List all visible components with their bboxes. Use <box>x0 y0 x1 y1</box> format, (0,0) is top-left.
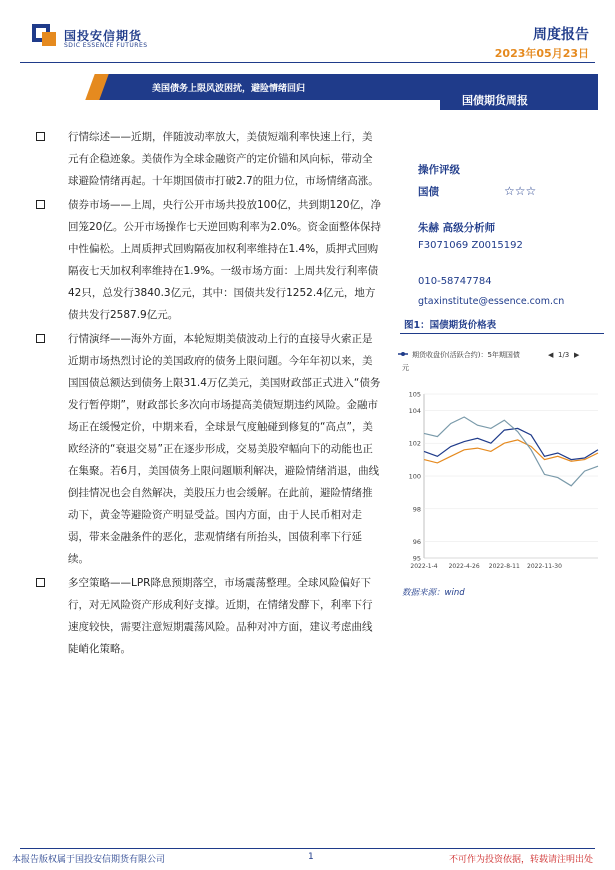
paragraph-text: 行情演绎——海外方面，本轮短期美债波动上行的直接导火索正是近期市场热烈讨论的美国政府的债务上限问题。今年年初以来，美国国债总额达到债务上限31.4万亿美元，美国财政部正式进入“债务发行暂停期”，财政部长多次向市场提高美债短期违约风险。金融市场正在缓慢定价，中期来看，全球景气度触碰到修复的“高点”，美欧经济的“衰退交易”正在逐步形成，交易美股窄幅向下的动能也正在集聚。若6月，美国债务上限问题顺利解决，避险情绪消退，曲线倒挂情况也会自然解决，美股压力也会缓解。在此前，避险情绪推动下，黄金等避险资产明显受益。国内方面，由于人民币相对走弱，带来金融条件的恶化，悲观情绪有所抬头，国债利率下行延续。 <box>68 333 381 565</box>
legend-marker-icon <box>401 352 405 356</box>
legend-label: 期货收盘价(活跃合约)：5年期国债 <box>412 351 520 359</box>
paragraph-text: 多空策略——LPR降息预期落空，市场震荡整理。全球风险偏好下行，对无风险资产形成利好支撑。近期，在情绪发酵下，利率下行速度较快，需要注意短期震荡风险。品种对冲方面，建议考虑曲线陡峭化策略。 <box>68 577 373 655</box>
contact-phone: 010-58747784 <box>418 276 492 287</box>
banner-title: 美国债务上限风波困扰，避险情绪回归 <box>152 84 306 94</box>
x-tick-label: 2022-11-30 <box>527 563 562 570</box>
series-line <box>424 428 598 459</box>
footer-copyright: 本报告版权属于国投安信期货有限公司 <box>12 855 166 865</box>
data-source: 数据来源：wind <box>402 588 465 598</box>
report-date: 2023年05月23日 <box>494 47 589 60</box>
header-divider <box>20 62 595 63</box>
y-tick-label: 105 <box>408 390 421 399</box>
page-number: 1 <box>308 852 314 862</box>
y-tick-label: 98 <box>412 505 421 514</box>
contact-email[interactable]: gtaxinstitute@essence.com.cn <box>418 296 565 307</box>
x-tick-label: 2022-1-4 <box>410 563 438 570</box>
paragraph-text: 行情综述——近期，伴随波动率放大，美债短端利率快速上行，美元有企稳迹象。美债作为全球金融资产的定价锚和风向标，带动全球避险情绪再起。十年期国债市打破2.7的阻力位，市场情绪高涨。 <box>68 131 379 187</box>
prev-page-icon[interactable]: ◀ <box>548 351 554 359</box>
series-line <box>424 417 598 486</box>
square-bullet-icon <box>36 578 45 587</box>
x-tick-label: 2022-4-26 <box>448 563 480 570</box>
brand-name: 国投安信期货 <box>64 29 143 43</box>
analyst-cert: F3071069 Z0015192 <box>418 240 523 251</box>
report-type: 周度报告 <box>533 27 589 43</box>
main-content <box>36 126 382 662</box>
figure-title: 图1：国债期货价格表 <box>400 317 604 334</box>
paragraph-market-summary <box>36 126 382 192</box>
square-bullet-icon <box>36 200 45 209</box>
rating-title: 操作评级 <box>418 164 460 176</box>
footer-disclaimer: 不可作为投资依据，转载请注明出处 <box>448 855 593 865</box>
company-logo <box>32 24 58 48</box>
y-tick-label: 95 <box>412 554 421 563</box>
y-tick-label: 104 <box>408 406 421 415</box>
rating-product: 国债 <box>418 186 439 198</box>
y-tick-label: 96 <box>412 538 421 547</box>
legend-label-cont: 元 <box>402 364 409 372</box>
y-tick-label: 102 <box>408 439 421 448</box>
footer-divider <box>20 848 595 849</box>
paragraph-strategy <box>36 572 382 660</box>
plot-area <box>409 391 598 571</box>
paragraph-text: 债券市场——上周，央行公开市场共投放100亿，共到期120亿，净回笼20亿。公开市场操作七天逆回购利率为2.0%。资金面整体保持中性偏松。上周质押式回购隔夜加权利率维持在1.4%，质押式回购隔夜七天加权利率维持在1.9%。一级市场方面：上周共发行利率债42只，总发行3840.3亿元，其中：国债共发行1252.4亿元，地方债共发行2587.9亿元。 <box>68 199 382 321</box>
square-bullet-icon <box>36 334 45 343</box>
square-bullet-icon <box>36 132 45 141</box>
analyst-name: 朱赫 高级分析师 <box>418 222 496 234</box>
price-chart <box>398 348 608 578</box>
next-page-icon[interactable]: ▶ <box>574 351 580 359</box>
paragraph-bond-market <box>36 194 382 326</box>
rating-stars-icon: ☆☆☆ <box>504 184 537 198</box>
chart-container <box>398 348 608 578</box>
paragraph-market-development <box>36 328 382 570</box>
report-tab-label: 国债期货周报 <box>462 94 528 107</box>
y-tick-label: 100 <box>408 472 421 481</box>
brand-name-en: SDIC ESSENCE FUTURES <box>64 42 148 49</box>
x-tick-label: 2022-8-11 <box>488 563 520 570</box>
legend-pager: 1/3 <box>558 351 570 359</box>
